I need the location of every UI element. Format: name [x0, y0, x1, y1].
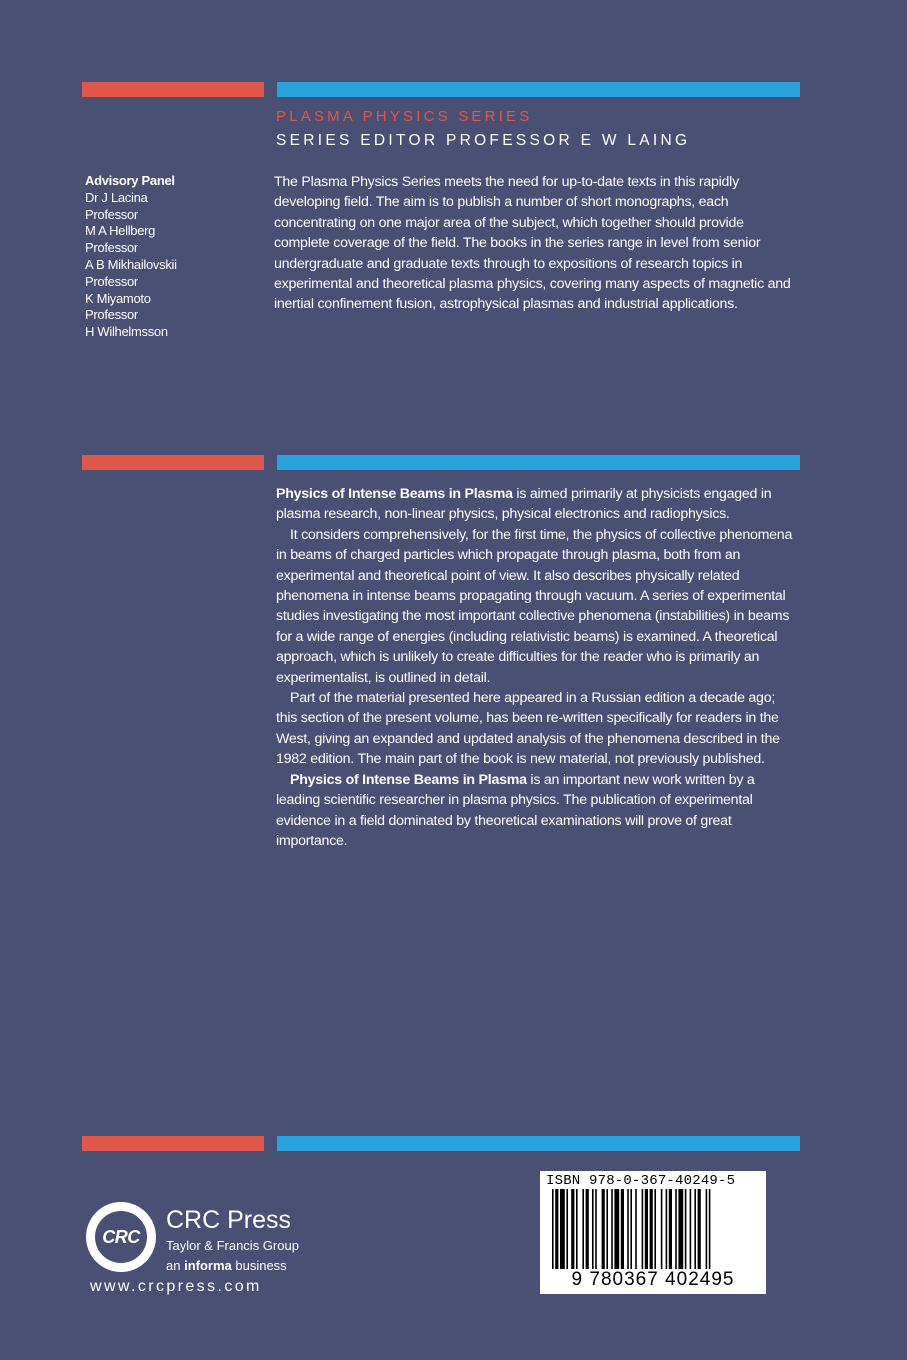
- panel-line: Professor: [85, 206, 138, 222]
- isbn-label: ISBN 978-0-367-40249-5: [546, 1173, 736, 1189]
- description-paragraph-2: It considers comprehensively, for the first time, the physics of collective phenomena in beams of charged particles which propagate through plasma, both from an experimental and theoretical point of view. It also describes physically related phenomena in intense beams propagating through vacuum. A series of experimental studies investigating the most important collective phenomena (instabilities) in beams for a wide range of energies (including relativistic beams) is examined. A theoretical approach, which is unlikely to create difficulties for the reader who is primarily an experimentalist, is outlined in detail.: [276, 526, 793, 686]
- panel-line: A B Mikhailovskii: [85, 256, 177, 272]
- barcode-box: [540, 1171, 766, 1294]
- panel-line: K Miyamoto: [85, 290, 151, 306]
- series-editor: SERIES EDITOR PROFESSOR E W LAING: [276, 132, 691, 149]
- publisher-group: Taylor & Francis Group: [166, 1238, 299, 1253]
- series-title: PLASMA PHYSICS SERIES: [276, 108, 533, 125]
- advisory-panel: [85, 173, 177, 341]
- panel-line: Dr J Lacina: [85, 189, 148, 205]
- barcode-icon: [540, 1189, 766, 1269]
- book-description: [276, 484, 796, 851]
- book-title: Physics of Intense Beams in Plasma: [276, 486, 513, 502]
- crc-logo-text: CRC: [102, 1226, 140, 1247]
- panel-line: H Wilhelmsson: [85, 324, 168, 340]
- middle-red-bar: [82, 455, 264, 470]
- bottom-blue-bar: [277, 1136, 800, 1151]
- panel-line: Professor: [85, 273, 138, 289]
- top-blue-bar: [277, 82, 800, 97]
- isbn-digits: 9 780367 402495: [571, 1269, 735, 1290]
- description-paragraph-4: Physics of Intense Beams in Plasma is an important new work written by a leading scientific researcher in plasma physics. The publication of experimental evidence in a field dominated by theoretical examinations will prove of great importance.: [276, 771, 755, 849]
- top-red-bar: [82, 82, 264, 97]
- publisher-name: CRC Press: [166, 1206, 292, 1234]
- panel-line: M A Hellberg: [85, 223, 156, 239]
- panel-line: Professor: [85, 240, 138, 256]
- middle-blue-bar: [277, 455, 800, 470]
- panel-line: Professor: [85, 307, 138, 323]
- crc-logo: [86, 1202, 156, 1272]
- informa-line: an informa business: [166, 1258, 287, 1273]
- description-paragraph-1: Physics of Intense Beams in Plasma is aimed primarily at physicists engaged in plasma research, non-linear physics, physical electronics and radiophysics.: [276, 486, 772, 523]
- publisher-url: www.crcpress.com: [90, 1278, 262, 1295]
- advisory-panel-heading: Advisory Panel: [85, 173, 175, 188]
- book-title: Physics of Intense Beams in Plasma: [290, 771, 527, 788]
- bottom-red-bar: [82, 1136, 264, 1151]
- series-intro: The Plasma Physics Series meets the need for up-to-date texts in this rapidly developing field. The aim is to publish a number of short monographs, each concentrating on one major area of the subject, which together should provide complete coverage of the field. The books in the series range in level from senior undergraduate and graduate texts through to expositions of research topics in experimental and theoretical plasma physics, covering many aspects of magnetic and inertial confinement fusion, astrophysical plasmas and industrial applications.: [274, 174, 791, 313]
- description-paragraph-3: Part of the material presented here appeared in a Russian edition a decade ago; this section of the present volume, has been re-written specifically for readers in the West, giving an expanded and updated analysis of the phenomena described in the 1982 edition. The main part of the book is new material, not previously published.: [276, 690, 780, 768]
